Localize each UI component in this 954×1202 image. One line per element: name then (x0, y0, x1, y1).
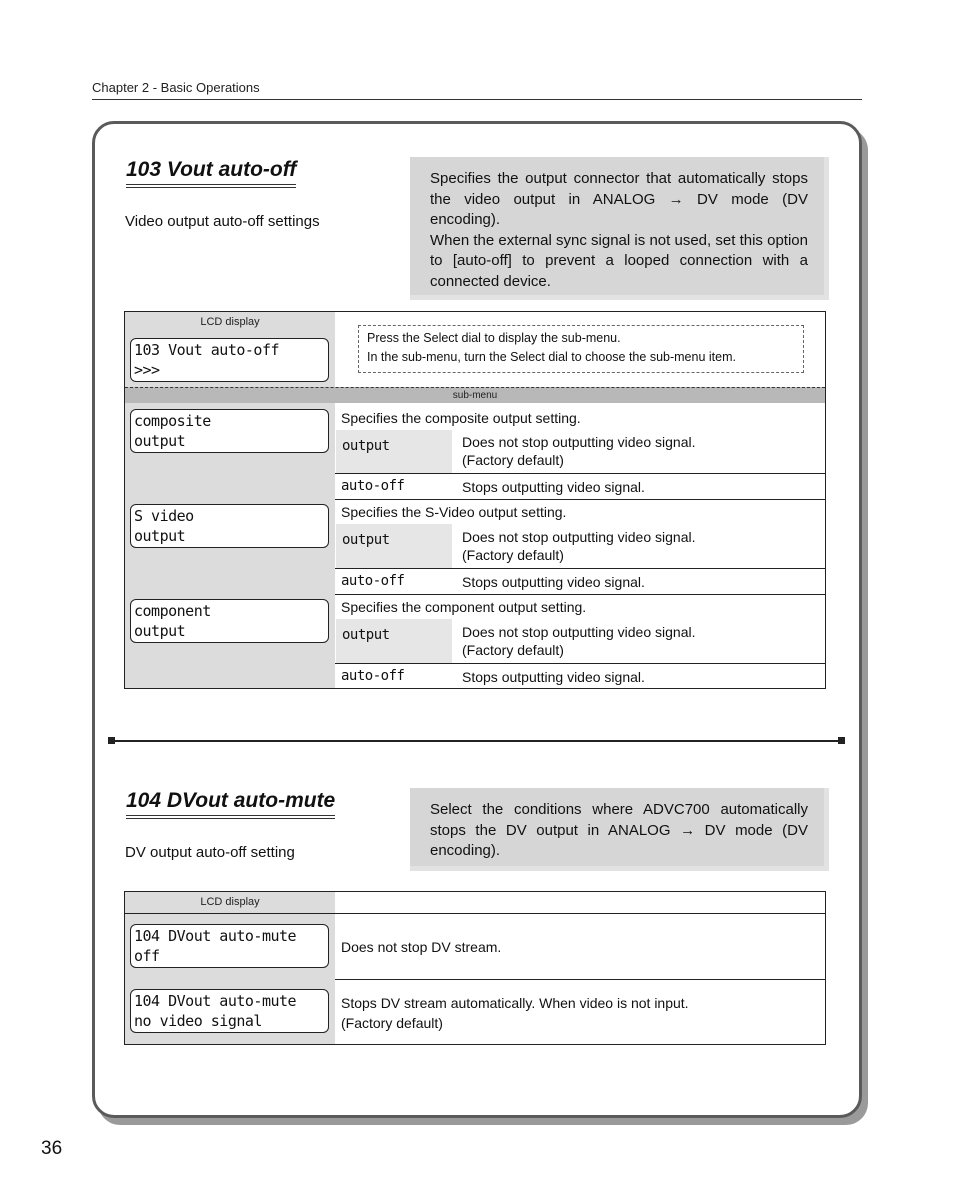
dvout-no-video-desc-line-1: Stops DV stream automatically. When video is not input. (341, 995, 689, 1011)
s-video-opt-output: output (336, 524, 452, 568)
divider-end-left (108, 737, 115, 744)
s-video-header: Specifies the S-Video output setting. (341, 504, 567, 520)
section-103-title (126, 158, 296, 184)
row-divider (335, 594, 825, 595)
header-rule (92, 99, 862, 100)
section-104-subtitle: DV output auto-off setting (125, 844, 295, 861)
component-output-desc-line-1: Does not stop outputting video signal. (462, 624, 696, 640)
section-104-title-text: 104 DVout auto-mute (126, 789, 336, 812)
section-103-subtitle: Video output auto-off settings (125, 213, 320, 230)
composite-opt-output: output (336, 430, 452, 473)
s-video-opt-auto-off-desc: Stops outputting video signal. (462, 574, 645, 590)
row-divider (335, 979, 825, 980)
component-opt-auto-off-desc: Stops outputting video signal. (462, 669, 645, 685)
component-opt-output: output (336, 619, 452, 663)
row-divider (335, 663, 825, 664)
s-video-opt-auto-off: auto-off (341, 573, 405, 589)
note-line-2: In the sub-menu, turn the Select dial to choose the sub-menu item. (367, 350, 736, 364)
dvout-no-video-desc (341, 993, 689, 1033)
composite-opt-auto-off-desc: Stops outputting video signal. (462, 479, 645, 495)
component-opt-output-desc (462, 623, 696, 659)
row-divider (335, 473, 825, 474)
section-divider (112, 740, 842, 742)
s-video-output-desc-line-1: Does not stop outputting video signal. (462, 529, 696, 545)
section-103-desc-para-2: When the external sync signal is not used, set this option to [auto-off] to prevent a looped connection with a connected device. (430, 231, 808, 290)
dvout-off-desc-line-1: Does not stop DV stream. (341, 939, 502, 955)
dvout-off-desc (341, 938, 501, 956)
submenu-note (358, 325, 804, 373)
section-104-description: Select the conditions where ADVC700 automatically stops the DV output in ANALOG → DV mode (DV encoding). (410, 788, 824, 866)
dvout-no-video-desc-line-2: (Factory default) (341, 1015, 443, 1031)
row-divider (335, 499, 825, 500)
lcd-dvout-off: 104 DVout auto-mute off (130, 924, 329, 968)
lcd-display-label: LCD display (200, 316, 260, 328)
running-head: Chapter 2 - Basic Operations (92, 80, 260, 95)
note-line-1: Press the Select dial to display the sub-menu. (367, 331, 621, 345)
component-header: Specifies the component output setting. (341, 599, 587, 615)
lcd-main: 103 Vout auto-off >>> (130, 338, 329, 382)
submenu-bar: sub-menu (125, 387, 825, 403)
component-opt-auto-off: auto-off (341, 668, 405, 684)
lcd-component: component output (130, 599, 329, 643)
lcd-composite: composite output (130, 409, 329, 453)
lcd-s-video: S video output (130, 504, 329, 548)
component-output-desc-line-2: (Factory default) (462, 642, 564, 658)
s-video-output-desc-line-2: (Factory default) (462, 547, 564, 563)
composite-output-desc-line-2: (Factory default) (462, 452, 564, 468)
section-103-title-text: 103 Vout auto-off (126, 158, 297, 181)
row-divider (335, 568, 825, 569)
s-video-opt-output-desc (462, 528, 696, 564)
page-number: 36 (41, 1138, 63, 1159)
lcd-display-label: LCD display (200, 896, 260, 908)
section-103-table (124, 311, 826, 689)
divider-end-right (838, 737, 845, 744)
row-divider (125, 913, 825, 914)
section-103-desc-para-1: Specifies the output connector that automatically stops the video output in ANALOG → DV mode (DV encoding). (430, 170, 808, 228)
section-103-description (410, 157, 824, 295)
composite-opt-auto-off: auto-off (341, 478, 405, 494)
composite-output-desc-line-1: Does not stop outputting video signal. (462, 434, 696, 450)
composite-opt-output-desc (462, 433, 696, 469)
section-104-title (126, 789, 335, 815)
composite-header: Specifies the composite output setting. (341, 410, 581, 426)
section-104-table (124, 891, 826, 1045)
lcd-dvout-no-video: 104 DVout auto-mute no video signal (130, 989, 329, 1033)
